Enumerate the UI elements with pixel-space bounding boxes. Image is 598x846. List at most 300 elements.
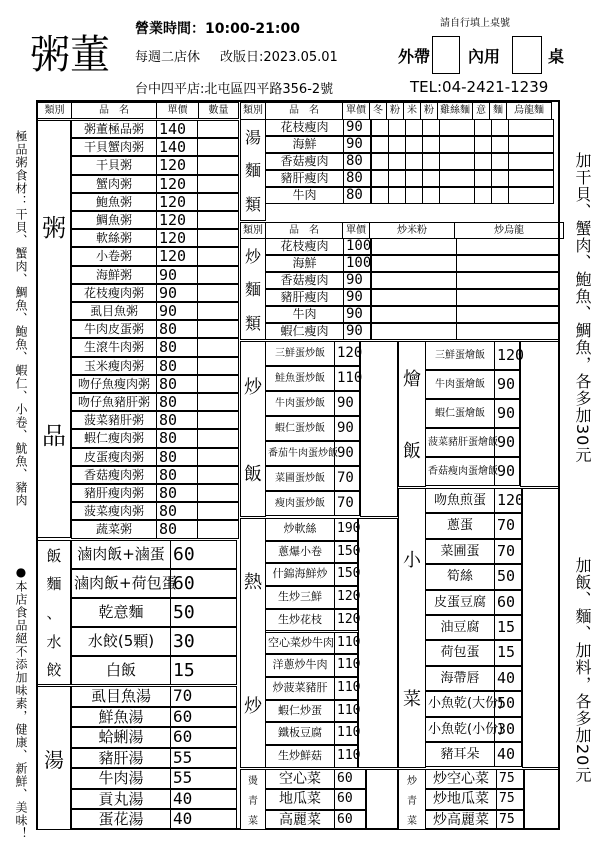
item-price: 90 [343,136,371,153]
item-price: 60 [334,810,366,830]
right-side-note-2: 加飯、麵、加料，各多加20元 [573,556,592,784]
item-price: 90 [343,119,371,136]
item-price: 110 [334,366,360,391]
item-price: 110 [334,677,358,700]
item-price: 90 [494,370,520,399]
item-name: 蔬菜粥 [71,520,157,538]
item-name: 蛤蜊湯 [71,727,171,748]
item-price: 120 [156,175,198,193]
item-price: 15 [494,615,522,640]
item-name: 干貝蟹肉粥 [71,138,157,156]
item-price: 90 [494,399,520,428]
noodle-choice-cell[interactable] [491,136,509,153]
noodle-choice-cell[interactable] [405,170,423,187]
item-price: 75 [496,789,524,809]
item-name: 生滾牛肉粥 [71,338,157,356]
category-char: 小 [403,549,421,571]
item-name: 牛肉 [265,306,344,323]
item-name: 豬肝瘦肉 [265,289,344,306]
soup-noodle-header: 烏龍麵 [506,102,552,120]
item-name: 什錦海鮮炒 [265,563,335,586]
qty-input[interactable] [197,393,239,411]
category-char: 菜 [407,815,417,827]
qty-input[interactable] [197,193,239,211]
soup-noodle-header: 意 [472,102,490,120]
item-name: 皮蛋瘦肉粥 [71,448,157,466]
category-char: 菜 [248,815,258,827]
category-char: 粥 [42,213,66,242]
item-price: 120 [494,488,522,513]
noodle-choice-cell[interactable] [456,323,560,340]
item-price: 110 [334,745,358,768]
soup-noodle-header: 米 [403,102,421,120]
item-price: 120 [334,609,358,632]
item-price: 75 [496,769,524,789]
item-name: 炒菠菜豬肝 [265,677,335,700]
table-label: 桌 [548,47,565,66]
qty-input[interactable] [197,229,239,247]
item-price: 80 [156,429,198,447]
item-name: 三鮮蛋炒飯 [265,341,335,366]
item-name: 小卷粥 [71,247,157,265]
item-price: 70 [334,491,360,516]
item-price: 75 [496,810,524,830]
noodle-choice-cell[interactable] [474,119,492,136]
stirfry-veg-category [398,769,426,830]
noodle-choice-cell[interactable] [371,255,457,272]
item-price: 120 [334,341,360,366]
noodle-choice-cell[interactable] [456,289,560,306]
noodle-choice-cell[interactable] [422,136,440,153]
qty-input[interactable] [197,411,239,429]
item-price: 110 [334,632,358,655]
revision-date: 改版日:2023.05.01 [220,50,338,65]
takeout-label: 外帶 [398,47,431,66]
item-name: 花枝瘦肉 [265,238,344,255]
qty-input[interactable] [197,484,239,502]
category-char: 青 [248,795,258,807]
qty-input[interactable] [197,320,239,338]
item-name: 粥董極品粥 [71,120,157,138]
noodle-choice-cell[interactable] [456,306,560,323]
item-price: 90 [156,266,198,284]
item-name: 炒空心菜 [425,769,497,789]
item-price: 50 [494,564,522,589]
item-price: 80 [343,170,371,187]
item-name: 海鮮 [265,255,344,272]
soup-noodle-header: 品 名 [265,102,343,120]
item-name: 菜圃蛋 [425,539,495,564]
noodle-choice-cell[interactable] [422,170,440,187]
item-name: 蟹肉粥 [71,175,157,193]
category-char: 餃 [46,661,62,680]
item-price: 60 [170,569,237,598]
item-price: 80 [156,338,198,356]
category-char: 類 [244,313,261,333]
qty-input[interactable] [197,156,239,174]
item-price: 90 [343,306,371,323]
fried-noodle-header: 品 名 [265,222,343,239]
telephone: TEL:04-2421-1239 [410,78,549,96]
col-item: 品 名 [72,103,157,119]
item-name: 菠菜豬肝粥 [71,411,157,429]
qty-column[interactable] [524,769,560,830]
soup-noodle-header: 雞絲麵 [437,102,473,120]
noodle-choice-cell[interactable] [508,153,554,170]
noodle-choice-cell[interactable] [405,136,423,153]
item-name: 花枝瘦肉粥 [71,284,157,302]
category-char: 炒 [244,376,262,398]
noodle-choice-cell[interactable] [405,153,423,170]
qty-input[interactable] [197,138,239,156]
item-price: 90 [494,457,520,486]
noodle-choice-cell[interactable] [405,119,423,136]
table-number-box[interactable] [512,36,542,74]
category-char: 炒 [407,776,417,788]
noodle-choice-cell[interactable] [371,306,457,323]
item-name: 蝦仁蛋炒飯 [265,416,335,441]
item-name: 高麗菜 [265,810,335,830]
category-char: 炒 [244,696,262,717]
qty-column[interactable] [358,518,398,768]
item-name: 瘦肉蛋炒飯 [265,491,335,516]
right-side-note: 加干貝、蟹肉、鮑魚、鯛魚，各多加30元 [573,151,592,464]
item-price: 120 [494,341,520,370]
item-name: 鮑魚粥 [71,193,157,211]
item-name: 炒地瓜菜 [425,789,497,809]
category-char: 類 [244,194,261,214]
item-name: 生炒鮮菇 [265,745,335,768]
noodle-choice-cell[interactable] [371,323,457,340]
item-price: 90 [334,391,360,416]
item-name: 菠菜瘦肉粥 [71,502,157,520]
noodle-choice-cell[interactable] [388,187,406,204]
item-price: 90 [156,284,198,302]
item-name: 軟絲粥 [71,229,157,247]
item-name: 吻魚煎蛋 [425,488,495,513]
item-price: 80 [156,466,198,484]
item-name: 蝦仁瘦肉粥 [71,429,157,447]
left-side-note: 極品粥食材：干貝、蟹肉、鯛魚、鮑魚、蝦仁、小卷、魷魚、豬肉 [14,129,28,507]
dinein-label: 內用 [468,47,501,66]
noodle-choice-cell[interactable] [491,170,509,187]
fried-noodle-header: 炒米粉 [369,222,455,239]
qty-column[interactable] [522,488,560,768]
item-price: 100 [343,255,371,272]
noodle-choice-cell[interactable] [474,153,492,170]
item-price: 80 [156,320,198,338]
noodle-choice-cell[interactable] [491,187,509,204]
item-name: 蔥蛋 [425,513,495,538]
noodle-choice-cell[interactable] [422,119,440,136]
item-price: 70 [494,513,522,538]
porridge-category-box [37,120,71,538]
qty-input[interactable] [197,357,239,375]
category-char: 燙 [248,776,258,788]
item-name: 蝦仁瘦肉 [265,323,344,340]
noodle-choice-cell[interactable] [439,136,475,153]
category-char: 菜 [403,688,421,710]
noodle-choice-cell[interactable] [456,255,560,272]
item-price: 80 [156,393,198,411]
noodle-choice-cell[interactable] [508,170,554,187]
item-price: 50 [494,691,522,716]
item-name: 地瓜菜 [265,789,335,809]
item-price: 150 [334,563,358,586]
category-char: 飯 [403,441,421,462]
item-name: 吻仔魚豬肝粥 [71,393,157,411]
noodle-choice-cell[interactable] [371,187,389,204]
item-name: 油豆腐 [425,615,495,640]
item-price: 50 [170,598,237,627]
item-name: 海鮮 [265,136,344,153]
left-side-note-2: ●本店食品絕不添加味素，健康、新鮮、美味！ [14,565,28,840]
item-price: 90 [494,428,520,457]
item-name: 滷肉飯+滷蛋 [71,540,171,569]
item-name: 荷包蛋 [425,640,495,665]
item-price: 40 [494,666,522,691]
qty-input[interactable] [197,466,239,484]
item-price: 60 [170,727,237,748]
noodle-choice-cell[interactable] [371,289,457,306]
qty-input[interactable] [197,448,239,466]
item-name: 香菇瘦肉粥 [71,466,157,484]
item-name: 貢丸湯 [71,789,171,810]
item-price: 120 [156,156,198,174]
noodle-choice-cell[interactable] [439,119,475,136]
porridge-table [37,102,239,119]
item-name: 豬肝瘦肉 [265,170,344,187]
noodle-choice-cell[interactable] [371,119,389,136]
qty-input[interactable] [197,502,239,520]
soup-noodle-header: 冬 [369,102,387,120]
qty-column[interactable] [520,341,560,487]
qty-input[interactable] [197,120,239,138]
fried-noodle-header: 炒烏龍 [454,222,564,239]
item-name: 虱目魚湯 [71,686,171,707]
item-price: 110 [334,722,358,745]
item-name: 香菇瘦肉 [265,153,344,170]
category-char: 、 [46,603,62,622]
item-name: 空心菜炒牛肉 [265,632,335,655]
item-name: 豬肝湯 [71,748,171,769]
hot-stirfry-category [240,518,266,768]
item-name: 豬耳朵 [425,742,495,767]
item-price: 120 [156,229,198,247]
item-price: 80 [156,411,198,429]
category-char: 麵 [244,161,261,181]
item-price: 90 [343,272,371,289]
item-name: 小魚乾(大份) [425,691,495,716]
item-name: 干貝粥 [71,156,157,174]
qty-input[interactable] [197,375,239,393]
item-name: 牛肉 [265,187,344,204]
item-price: 60 [494,590,522,615]
qty-column[interactable] [360,341,398,517]
col-category: 類別 [38,103,72,119]
category-char: 湯 [244,128,261,148]
item-name: 牛肉蛋炒飯 [265,391,335,416]
noodle-choice-cell[interactable] [474,136,492,153]
item-price: 120 [156,193,198,211]
qty-input[interactable] [197,520,239,538]
item-name: 牛肉蛋燴飯 [425,370,495,399]
noodle-choice-cell[interactable] [388,153,406,170]
item-name: 菜圃蛋炒飯 [265,466,335,491]
category-char: 麵 [244,280,261,300]
item-name: 炒高麗菜 [425,810,497,830]
rice-noodle-category [37,540,71,685]
item-name: 乾意麵 [71,598,171,627]
item-price: 80 [156,357,198,375]
noodle-choice-cell[interactable] [388,136,406,153]
item-price: 120 [334,586,358,609]
noodle-choice-cell[interactable] [388,119,406,136]
qty-input[interactable] [197,302,239,320]
item-name: 鐵板豆腐 [265,722,335,745]
noodle-choice-cell[interactable] [474,187,492,204]
noodle-choice-cell[interactable] [439,187,475,204]
noodle-choice-cell[interactable] [456,272,560,289]
qty-input[interactable] [197,175,239,193]
item-price: 15 [170,656,237,685]
item-price: 30 [170,627,237,656]
item-price: 80 [156,375,198,393]
item-price: 90 [334,416,360,441]
item-price: 15 [494,640,522,665]
fried-rice-category [240,341,266,517]
item-price: 70 [170,686,237,707]
order-note: 請自行填上桌號 [440,18,510,29]
item-name: 海帶唇 [425,666,495,691]
qty-input[interactable] [197,338,239,356]
item-name: 牛肉皮蛋粥 [71,320,157,338]
noodle-choice-cell[interactable] [371,170,389,187]
item-price: 100 [343,238,371,255]
item-name: 蝦仁炒蛋 [265,700,335,723]
item-price: 90 [334,441,360,466]
soup-noodle-header: 單價 [342,102,370,120]
noodle-choice-cell[interactable] [456,238,560,255]
fried-noodle-header: 單價 [342,222,370,239]
noodle-choice-cell[interactable] [508,119,554,136]
item-name: 鯛魚粥 [71,211,157,229]
item-price: 90 [343,323,371,340]
noodle-choice-cell[interactable] [508,187,554,204]
logo: 粥董 [30,32,110,78]
qty-input[interactable] [197,247,239,265]
item-name: 生炒花枝 [265,609,335,632]
col-price: 單價 [157,103,199,119]
noodle-choice-cell[interactable] [422,187,440,204]
noodle-choice-cell[interactable] [491,153,509,170]
item-name: 白飯 [71,656,171,685]
item-price: 140 [156,138,198,156]
noodle-choice-cell[interactable] [371,272,457,289]
item-price: 190 [334,518,358,541]
noodle-choice-cell[interactable] [474,170,492,187]
soup-noodle-header: 粉 [420,102,438,120]
blanched-veg-category [240,769,266,830]
item-name: 豬肝瘦肉粥 [71,484,157,502]
item-name: 筍絲 [425,564,495,589]
item-price: 30 [494,717,522,742]
item-price: 90 [156,302,198,320]
item-price: 120 [156,247,198,265]
item-name: 海鮮粥 [71,266,157,284]
noodle-choice-cell[interactable] [371,136,389,153]
fried-noodle-category [240,238,266,340]
noodle-choice-cell[interactable] [405,187,423,204]
item-price: 80 [343,187,371,204]
item-name: 花枝瘦肉 [265,119,344,136]
category-char: 湯 [44,747,64,772]
noodle-choice-cell[interactable] [439,170,475,187]
item-name: 蛋花湯 [71,809,171,830]
item-name: 鮭魚蛋炒飯 [265,366,335,391]
item-price: 40 [170,809,237,830]
category-char: 燴 [403,369,421,390]
branch-address: 台中四平店:北屯區四平路356-2號 [135,82,334,97]
item-name: 空心菜 [265,769,335,789]
noodle-choice-cell[interactable] [439,153,475,170]
item-name: 生炒三鮮 [265,586,335,609]
item-name: 菠菜豬肝蛋燴飯 [425,428,495,457]
takeout-box[interactable] [432,36,460,74]
item-price: 55 [170,748,237,769]
noodle-choice-cell[interactable] [491,119,509,136]
fried-noodle-header: 類別 [240,222,266,239]
noodle-choice-cell[interactable] [371,238,457,255]
qty-input[interactable] [197,266,239,284]
business-hours [135,18,300,38]
qty-input[interactable] [197,284,239,302]
item-price: 80 [156,448,198,466]
item-name: 香菇瘦肉 [265,272,344,289]
noodle-choice-cell[interactable] [371,153,389,170]
hours-label: 營業時間： [135,21,205,37]
hours-value: 10:00-21:00 [205,21,300,37]
item-price: 90 [343,289,371,306]
noodle-choice-cell[interactable] [388,170,406,187]
category-char: 熱 [244,572,262,593]
qty-input[interactable] [197,211,239,229]
noodle-choice-cell[interactable] [508,136,554,153]
col-qty: 數量 [199,103,239,119]
item-name: 蔥爆小卷 [265,541,335,564]
qty-column[interactable] [366,769,398,830]
soup-noodle-header: 類別 [240,102,266,120]
item-price: 80 [156,484,198,502]
item-name: 炒軟絲 [265,518,335,541]
soup-noodle-header: 麵 [489,102,507,120]
item-price: 55 [170,768,237,789]
category-char: 青 [407,795,417,807]
item-price: 60 [170,540,237,569]
item-price: 60 [170,707,237,728]
item-price: 110 [334,700,358,723]
item-price: 60 [334,789,366,809]
item-price: 110 [334,654,358,677]
category-char: 飯 [244,463,262,485]
item-name: 皮蛋豆腐 [425,590,495,615]
qty-input[interactable] [197,429,239,447]
item-price: 40 [494,742,522,767]
soup-noodle-category [240,119,266,221]
item-name: 吻仔魚瘦肉粥 [71,375,157,393]
item-price: 70 [494,539,522,564]
noodle-choice-cell[interactable] [422,153,440,170]
